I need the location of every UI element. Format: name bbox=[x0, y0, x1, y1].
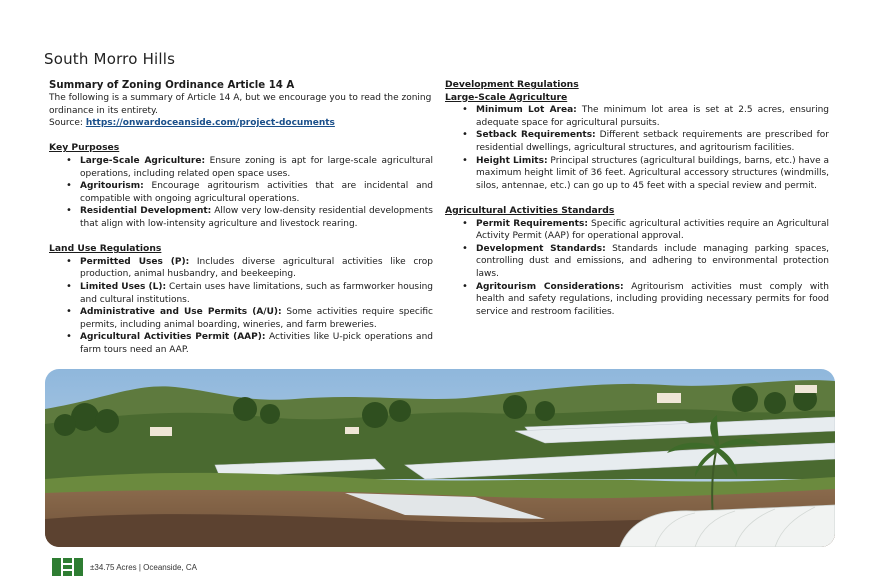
item-term: Development Standards: bbox=[476, 243, 606, 254]
item-text: Specific agricultural activities require an Agricultural Activity Permit (AAP) for operational approval. bbox=[476, 218, 830, 242]
land-use-heading: Land Use Regulations bbox=[49, 243, 162, 255]
item-text: Agritourism activities must comply with health and safety regulations, including providing necessary permits for food service and restroom facilities. bbox=[476, 281, 829, 317]
list-item bbox=[80, 331, 433, 356]
ag-standards-list bbox=[445, 218, 829, 319]
footer bbox=[52, 558, 197, 576]
list-item bbox=[80, 306, 433, 331]
list-item bbox=[80, 205, 433, 230]
list-item bbox=[476, 243, 829, 281]
left-column bbox=[49, 79, 433, 356]
item-term: Minimum Lot Area: bbox=[476, 105, 577, 116]
development-heading: Development Regulations bbox=[445, 79, 579, 90]
item-text: Standards include managing parking spaces, controlling dust and emissions, and adhering to environmental protection laws. bbox=[476, 243, 829, 279]
development-list bbox=[445, 104, 829, 192]
item-text: The minimum lot area is set at 2.5 acres, ensuring adequate space for agricultural pursuits. bbox=[476, 105, 829, 128]
landscape-photo bbox=[45, 369, 835, 547]
item-text: Includes diverse agricultural activities like crop production, animal husbandry, and beekeeping. bbox=[80, 256, 433, 280]
list-item bbox=[80, 155, 433, 180]
summary-heading: Summary of Zoning Ordinance Article 14 A bbox=[49, 80, 295, 91]
page-title: South Morro Hills bbox=[44, 50, 176, 68]
item-text: Certain uses have limitations, such as farmworker housing and cultural institutions. bbox=[80, 281, 434, 305]
summary-intro: The following is a summary of Article 14 A, but we encourage you to read the zoning ordinance in its entirety. bbox=[49, 93, 432, 116]
company-logo-icon bbox=[52, 558, 84, 576]
item-text: Encourage agritourism activities that are incidental and compatible with ongoing agricultural operations. bbox=[80, 181, 433, 204]
item-term: Large-Scale Agriculture: bbox=[80, 155, 206, 166]
key-purposes-list bbox=[49, 155, 433, 231]
source-link[interactable]: https://onwardoceanside.com/project-documents bbox=[85, 118, 335, 129]
development-subheading: Large-Scale Agriculture bbox=[445, 91, 568, 103]
list-item bbox=[476, 281, 829, 319]
item-term: Permit Requirements: bbox=[476, 218, 588, 229]
source-label: Source: bbox=[49, 118, 86, 129]
list-item bbox=[80, 180, 433, 205]
key-purposes-heading: Key Purposes bbox=[49, 142, 120, 154]
list-item bbox=[80, 281, 433, 306]
list-item bbox=[476, 104, 829, 129]
footer-text: ±34.75 Acres | Oceanside, CA bbox=[90, 562, 197, 572]
item-text: Ensure zoning is apt for large-scale agricultural operations, including related open space uses. bbox=[80, 155, 433, 179]
item-term: Agricultural Activities Permit (AAP): bbox=[80, 332, 266, 343]
item-text: Activities like U-pick operations and farm tours need an AAP. bbox=[80, 332, 433, 355]
item-term: Administrative and Use Permits (A/U): bbox=[80, 307, 282, 318]
right-column bbox=[445, 79, 829, 318]
item-term: Agritourism Considerations: bbox=[476, 281, 624, 292]
list-item bbox=[476, 155, 829, 193]
list-item bbox=[476, 218, 829, 243]
item-text: Some activities require specific permits, including animal boarding, wineries, and farm breweries. bbox=[80, 307, 433, 330]
item-term: Height Limits: bbox=[476, 155, 548, 166]
item-term: Permitted Uses (P): bbox=[80, 256, 190, 267]
item-text: Principal structures (agricultural buildings, barns, etc.) have a maximum height limit of 36 feet. Agricultural accessory structures (windmills, silos, antennae, etc.) can go up to 45 feet with a special review and permit. bbox=[476, 155, 829, 191]
list-item bbox=[476, 129, 829, 154]
land-use-list bbox=[49, 256, 433, 357]
item-term: Residential Development: bbox=[80, 206, 212, 217]
item-text: Different setback requirements are prescribed for residential dwellings, agricultural structures, and agritourism facilities. bbox=[476, 130, 829, 153]
list-item bbox=[80, 256, 433, 281]
item-term: Setback Requirements: bbox=[476, 130, 596, 141]
item-term: Limited Uses (L): bbox=[80, 281, 167, 292]
ag-standards-heading: Agricultural Activities Standards bbox=[445, 204, 615, 216]
item-text: Allow very low-density residential developments that align with low-intensity agriculture and livestock rearing. bbox=[80, 206, 433, 229]
item-term: Agritourism: bbox=[80, 181, 144, 192]
source-line bbox=[49, 117, 433, 130]
landscape-illustration bbox=[45, 369, 835, 547]
